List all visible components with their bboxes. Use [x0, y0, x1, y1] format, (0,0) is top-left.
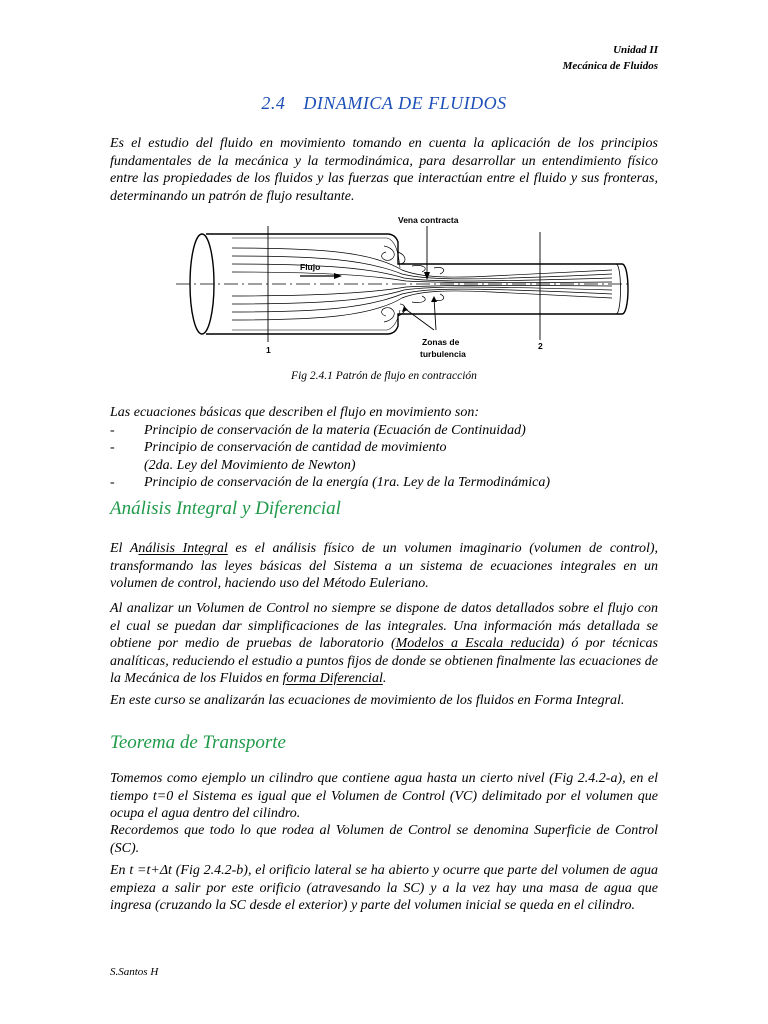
section-number: 2.4	[261, 93, 286, 113]
list-item-continuation: (2da. Ley del Movimiento de Newton)	[144, 457, 356, 473]
equations-intro: Las ecuaciones básicas que describen el flujo en movimiento son:	[110, 405, 479, 420]
header-unit: Unidad II	[613, 44, 658, 56]
analisis-paragraph-1: El Análisis Integral es el análisis físico de un volumen imaginario (volumen de control), transformando las leyes básicas del Sistema a un sistema de ecuaciones integrales en un volumen de control, haciendo uso del Método Euleriano.	[110, 541, 658, 591]
zonas-label-2: turbulencia	[420, 349, 466, 359]
analisis-paragraph-3: En este curso se analizarán las ecuaciones de movimiento de los fluidos en Forma Integral.	[110, 693, 625, 708]
section-title	[0, 93, 768, 114]
list-item: - Principio de conservación de cantidad de movimiento	[110, 440, 447, 455]
zonas-label-1: Zonas de	[422, 337, 460, 347]
page-header	[563, 42, 658, 74]
equations-list	[110, 404, 670, 492]
header-subject: Mecánica de Fluidos	[562, 60, 658, 72]
list-item: - Principio de conservación de la materia (Ecuación de Continuidad)	[110, 422, 526, 438]
transporte-paragraph-3: En t =t+Δt (Fig 2.4.2-b), el orificio lateral se ha abierto y ocurre que parte del volumen de agua empieza a salir por este orificio (atravesando la SC) y a la vez hay una masa de agua que ingresa (cruzando la SC desde el exterior) y parte del volumen inicial se queda en el cilindro.	[110, 863, 658, 913]
section-1-label: 1	[266, 345, 271, 355]
section-title-text: DINAMICA DE FLUIDOS	[303, 93, 507, 113]
figure-caption: Fig 2.4.1 Patrón de flujo en contracción	[291, 370, 477, 382]
section-2-label: 2	[538, 341, 543, 351]
intro-paragraph: Es el estudio del fluido en movimiento tomando en cuenta la aplicación de los principios fundamentales de la mecánica y la termodinámica, para desarrollar un entendimiento físico entre las propiedades de los fluidos y las fuerzas que interactúan entre el fluido y sus fronteras, determinando un patrón de flujo resultante.	[110, 136, 658, 204]
list-item: - Principio de conservación de la energía (1ra. Ley de la Termodinámica)	[110, 475, 551, 490]
right-pipe-end	[622, 264, 628, 314]
transporte-paragraph-1: Tomemos como ejemplo un cilindro que contiene agua hasta un cierto nivel (Fig 2.4.2-a), en el tiempo t=0 el Sistema es igual que el Volumen de Control (VC) delimitado por el volumen que ocupa el agua dentro del cilindro.	[110, 771, 658, 821]
transporte-heading: Teorema de Transporte	[110, 732, 286, 753]
forma-diferencial-link: forma Diferencial	[282, 671, 383, 686]
vena-contracta-label: Vena contracta	[398, 215, 459, 225]
analisis-paragraph-2: Al analizar un Volumen de Control no siempre se dispone de datos detallados sobre el flujo con el cual se puedan dar simplificaciones de las integrales. Una información más detallada se obtiene por medio de pruebas de laboratorio (Modelos a Escala reducida) ó por técnicas analíticas, reduciendo el estudio a puntos fijos de donde se obtienen finalmente las ecuaciones de la Mecánica de los Fluidos en forma Diferencial.	[110, 601, 658, 686]
analisis-integral-link: nálisis Integral	[138, 541, 228, 556]
analisis-heading: Análisis Integral y Diferencial	[110, 498, 341, 519]
transporte-paragraph-2: Recordemos que todo lo que rodea al Volumen de Control se denomina Superficie de Control (SC).	[110, 823, 658, 856]
footer-author: S.Santos H	[110, 966, 159, 978]
flow-contraction-figure	[172, 212, 632, 364]
modelos-link: Modelos a Escala reducida	[395, 636, 560, 651]
flujo-label: Flujo	[300, 262, 321, 272]
